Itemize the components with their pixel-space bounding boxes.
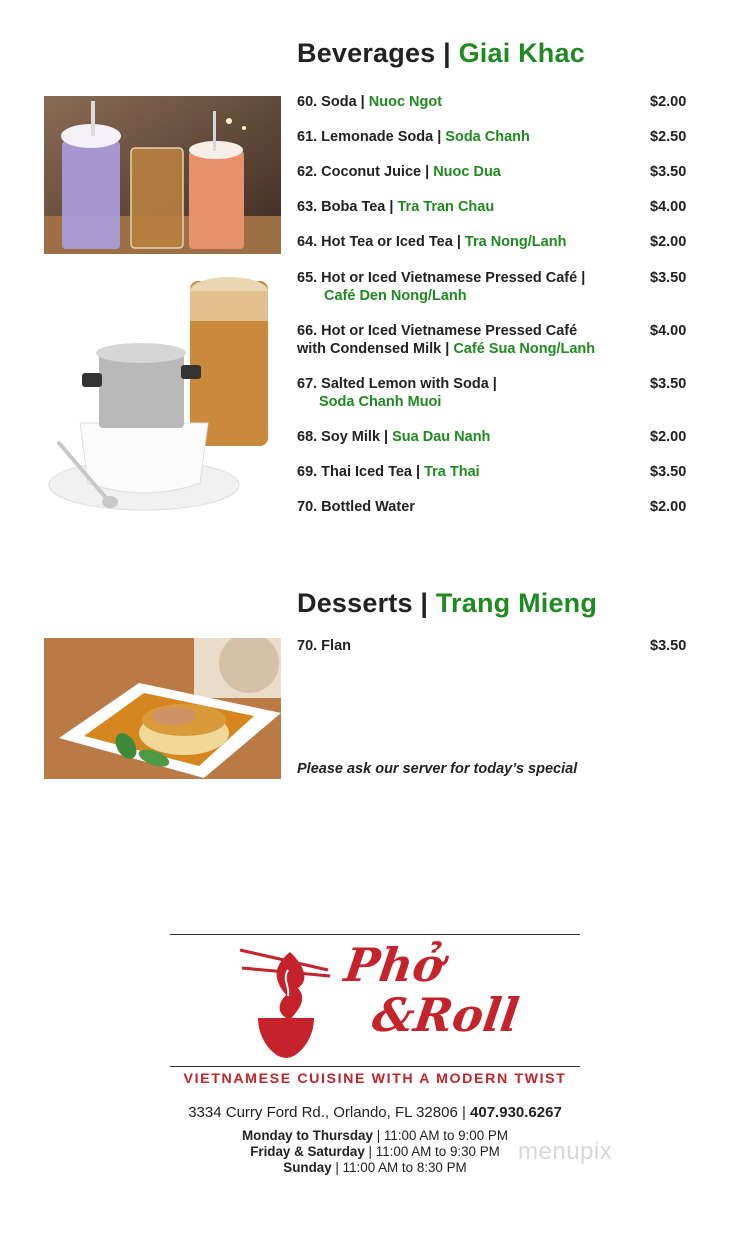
address: 3334 Curry Ford Rd., Orlando, FL 32806 | xyxy=(188,1104,466,1121)
hours-time: 11:00 AM to 9:00 PM xyxy=(383,1128,508,1143)
item-price: $4.00 xyxy=(650,199,687,215)
item-name: 64. Hot Tea or Iced Tea | xyxy=(297,234,461,250)
menu-item xyxy=(297,269,697,305)
menu-item xyxy=(297,498,697,516)
item-vn-name: Soda Chanh Muoi xyxy=(319,394,442,410)
item-price: $2.00 xyxy=(650,499,687,515)
menu-item xyxy=(297,233,697,251)
beverages-title xyxy=(297,38,585,69)
beverages-title-vn: Giai Khac xyxy=(458,38,585,68)
phone-number: 407.930.6267 xyxy=(470,1104,562,1121)
menu-item xyxy=(297,322,697,358)
menu-item xyxy=(297,93,697,111)
item-name: 62. Coconut Juice | xyxy=(297,164,430,180)
hours-days: Monday to Thursday xyxy=(242,1128,373,1143)
item-vn-name: Tra Thai xyxy=(424,464,480,480)
tagline: VIETNAMESE CUISINE WITH A MODERN TWIST xyxy=(183,1071,567,1087)
bubble-tea-photo xyxy=(44,96,281,254)
item-name: 60. Soda | xyxy=(297,94,365,110)
item-name: 68. Soy Milk | xyxy=(297,429,389,445)
menu-item xyxy=(297,428,697,446)
hours-days: Sunday xyxy=(283,1160,332,1175)
item-price: $3.50 xyxy=(650,638,687,654)
item-vn-name: Tra Tran Chau xyxy=(397,199,495,215)
hours-time: 11:00 AM to 9:30 PM xyxy=(375,1144,500,1159)
pho-and-roll-logo xyxy=(341,938,523,1068)
menu-item xyxy=(297,375,697,411)
beverages-title-en: Beverages xyxy=(297,38,436,68)
desserts-title-vn: Trang Mieng xyxy=(435,588,598,618)
item-name: 63. Boba Tea | xyxy=(297,199,394,215)
hours-sep: | xyxy=(368,1144,373,1159)
item-price: $2.50 xyxy=(650,129,687,145)
item-vn-name: Nuoc Ngot xyxy=(368,94,443,110)
item-price: $2.00 xyxy=(650,429,687,445)
item-price: $3.50 xyxy=(650,164,687,180)
watermark: menupix xyxy=(518,1138,613,1165)
item-vn-name: Soda Chanh xyxy=(445,129,530,145)
item-vn-name: Nuoc Dua xyxy=(433,164,501,180)
hours-days: Friday & Saturday xyxy=(250,1144,365,1159)
hours-time: 11:00 AM to 8:30 PM xyxy=(342,1160,467,1175)
desserts-title-en: Desserts xyxy=(297,588,413,618)
item-name: 69. Thai Iced Tea | xyxy=(297,464,421,480)
item-name: 70. Bottled Water xyxy=(297,499,415,515)
item-name-line2: with Condensed Milk | xyxy=(297,341,450,357)
item-price: $3.50 xyxy=(650,270,687,286)
title-separator: | xyxy=(420,588,429,618)
item-price: $3.50 xyxy=(650,464,687,480)
menu-item xyxy=(297,163,697,181)
menu-item xyxy=(297,128,697,146)
item-vn-name: Café Sua Nong/Lanh xyxy=(453,341,596,357)
hours-sep: | xyxy=(335,1160,339,1175)
footer-top-rule xyxy=(170,934,580,935)
menu-item xyxy=(297,198,697,216)
title-separator: | xyxy=(443,38,451,68)
footer-bottom-rule xyxy=(170,1066,580,1067)
item-name: 67. Salted Lemon with Soda | xyxy=(297,376,497,392)
item-name: 61. Lemonade Soda | xyxy=(297,129,442,145)
item-price: $3.50 xyxy=(650,376,687,392)
special-note: Please ask our server for today’s special xyxy=(297,761,578,777)
hours-sep: | xyxy=(376,1128,381,1143)
item-vn-name: Café Den Nong/Lanh xyxy=(324,288,467,304)
item-vn-name: Tra Nong/Lanh xyxy=(464,234,567,250)
item-price: $2.00 xyxy=(650,94,687,110)
item-name: 66. Hot or Iced Vietnamese Pressed Café xyxy=(297,323,578,339)
menu-item xyxy=(297,637,697,655)
address-line xyxy=(170,1104,580,1121)
menu-item xyxy=(297,463,697,481)
item-name: 70. Flan xyxy=(297,638,351,654)
noodle-bowl-logo-icon xyxy=(238,940,338,1062)
item-vn-name: Sua Dau Nanh xyxy=(392,429,491,445)
desserts-title xyxy=(297,588,597,619)
vietnamese-coffee-photo xyxy=(44,273,281,515)
item-price: $2.00 xyxy=(650,234,687,250)
flan-photo xyxy=(44,638,281,779)
logo-text-pho: Phở xyxy=(341,938,448,992)
item-name: 65. Hot or Iced Vietnamese Pressed Café | xyxy=(297,270,586,286)
logo-text-roll: &Roll xyxy=(369,988,523,1042)
item-price: $4.00 xyxy=(650,323,687,339)
